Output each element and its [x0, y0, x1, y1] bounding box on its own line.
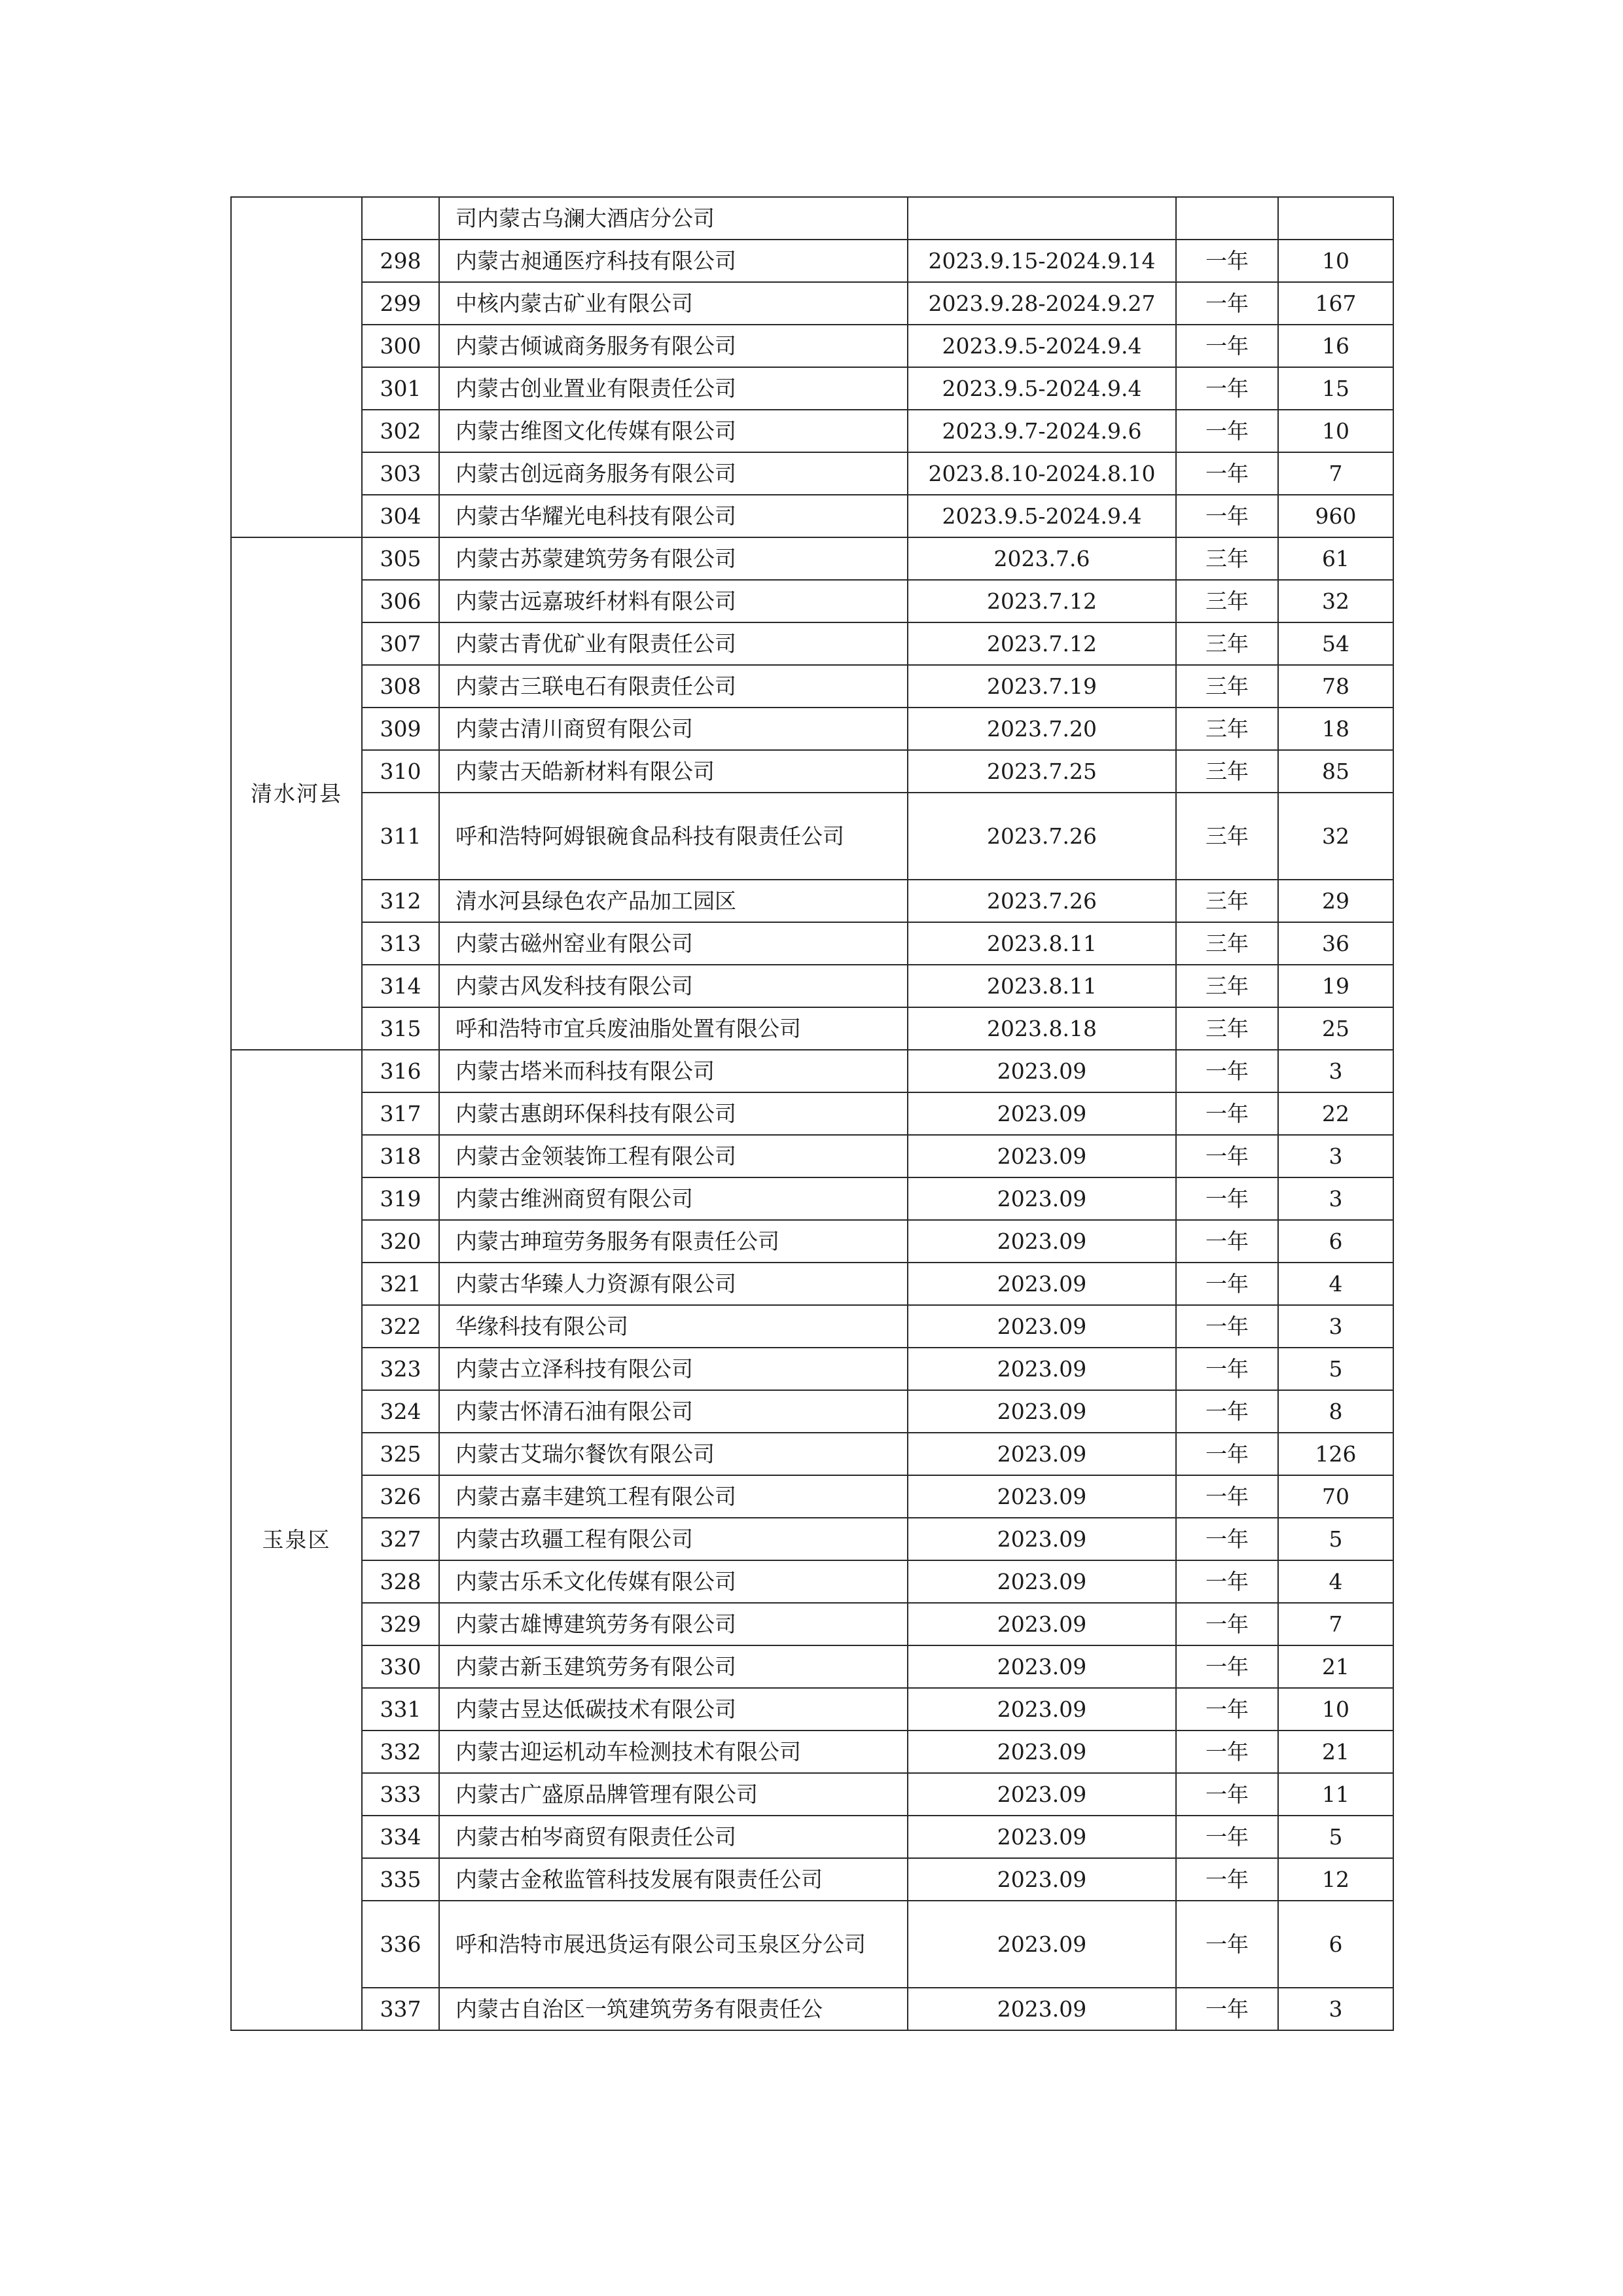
period-cell: 2023.9.7-2024.9.6: [908, 410, 1176, 452]
table-row: [231, 495, 1393, 537]
row-number-cell: 302: [362, 410, 439, 452]
company-name-cell: 内蒙古迎运机动车检测技术有限公司: [439, 1731, 908, 1773]
table-row: [231, 665, 1393, 708]
period-cell: 2023.09: [908, 1177, 1176, 1220]
company-name-cell: 内蒙古玖疆工程有限公司: [439, 1518, 908, 1560]
row-number-cell: 300: [362, 325, 439, 367]
term-cell: 一年: [1176, 1050, 1278, 1092]
row-number-cell: 330: [362, 1645, 439, 1688]
term-cell: 一年: [1176, 240, 1278, 282]
period-cell: 2023.9.15-2024.9.14: [908, 240, 1176, 282]
company-name-cell: 内蒙古嘉丰建筑工程有限公司: [439, 1475, 908, 1518]
period-cell: 2023.7.26: [908, 880, 1176, 922]
period-cell: 2023.7.12: [908, 580, 1176, 622]
table-row: [231, 1390, 1393, 1433]
term-cell: 一年: [1176, 282, 1278, 325]
count-cell: 21: [1278, 1731, 1393, 1773]
period-cell: 2023.7.6: [908, 537, 1176, 580]
count-cell: 25: [1278, 1007, 1393, 1050]
table-row: [231, 367, 1393, 410]
row-number-cell: 331: [362, 1688, 439, 1731]
row-number-cell: 335: [362, 1858, 439, 1901]
count-cell: 85: [1278, 750, 1393, 793]
row-number-cell: 322: [362, 1305, 439, 1348]
row-number-cell: 317: [362, 1092, 439, 1135]
term-cell: 三年: [1176, 1007, 1278, 1050]
table-row: [231, 880, 1393, 922]
term-cell: 三年: [1176, 665, 1278, 708]
row-number-cell: 332: [362, 1731, 439, 1773]
term-cell: 三年: [1176, 965, 1278, 1007]
term-cell: 一年: [1176, 1858, 1278, 1901]
company-name-cell: 内蒙古惠朗环保科技有限公司: [439, 1092, 908, 1135]
company-name-cell: 内蒙古怀清石油有限公司: [439, 1390, 908, 1433]
company-name-cell: 内蒙古磁州窑业有限公司: [439, 922, 908, 965]
term-cell: 三年: [1176, 537, 1278, 580]
company-name-cell: 呼和浩特阿姆银碗食品科技有限责任公司: [439, 793, 908, 880]
row-number-cell: 305: [362, 537, 439, 580]
term-cell: 三年: [1176, 580, 1278, 622]
period-cell: 2023.9.5-2024.9.4: [908, 367, 1176, 410]
count-cell: 4: [1278, 1560, 1393, 1603]
company-name-cell: 内蒙古立泽科技有限公司: [439, 1348, 908, 1390]
period-cell: 2023.09: [908, 1050, 1176, 1092]
count-cell: 70: [1278, 1475, 1393, 1518]
company-name-cell: 内蒙古创远商务服务有限公司: [439, 452, 908, 495]
company-name-cell: 内蒙古珅瑄劳务服务有限责任公司: [439, 1220, 908, 1263]
table-row: [231, 537, 1393, 580]
term-cell: 一年: [1176, 1220, 1278, 1263]
count-cell: 11: [1278, 1773, 1393, 1816]
count-cell: 167: [1278, 282, 1393, 325]
table-row: [231, 282, 1393, 325]
table-row: [231, 410, 1393, 452]
table-row: [231, 1773, 1393, 1816]
count-cell: 4: [1278, 1263, 1393, 1305]
table-row: [231, 1858, 1393, 1901]
count-cell: 7: [1278, 452, 1393, 495]
table-body: [231, 197, 1393, 2030]
region-cell: 玉泉区: [231, 1050, 362, 2030]
period-cell: 2023.8.18: [908, 1007, 1176, 1050]
company-name-cell: 清水河县绿色农产品加工园区: [439, 880, 908, 922]
table-row: [231, 922, 1393, 965]
term-cell: 一年: [1176, 1348, 1278, 1390]
count-cell: 19: [1278, 965, 1393, 1007]
period-cell: 2023.09: [908, 1816, 1176, 1858]
table-row: [231, 708, 1393, 750]
table-row: [231, 1348, 1393, 1390]
table-row: [231, 1475, 1393, 1518]
count-cell: 16: [1278, 325, 1393, 367]
period-cell: 2023.09: [908, 1901, 1176, 1988]
row-number-cell: 303: [362, 452, 439, 495]
period-cell: 2023.09: [908, 1858, 1176, 1901]
count-cell: 29: [1278, 880, 1393, 922]
row-number-cell: 315: [362, 1007, 439, 1050]
row-number-cell: 336: [362, 1901, 439, 1988]
table-row: [231, 793, 1393, 880]
term-cell: 一年: [1176, 1177, 1278, 1220]
table-row: [231, 1263, 1393, 1305]
row-number-cell: 321: [362, 1263, 439, 1305]
row-number-cell: 307: [362, 622, 439, 665]
count-cell: 5: [1278, 1518, 1393, 1560]
term-cell: 三年: [1176, 708, 1278, 750]
table-row: [231, 1560, 1393, 1603]
period-cell: 2023.9.28-2024.9.27: [908, 282, 1176, 325]
table-row: [231, 965, 1393, 1007]
row-number-cell: 309: [362, 708, 439, 750]
count-cell: 12: [1278, 1858, 1393, 1901]
period-cell: 2023.09: [908, 1305, 1176, 1348]
table-row: [231, 240, 1393, 282]
term-cell: 一年: [1176, 1475, 1278, 1518]
term-cell: 一年: [1176, 1603, 1278, 1645]
count-cell: 18: [1278, 708, 1393, 750]
company-name-cell: 内蒙古华臻人力资源有限公司: [439, 1263, 908, 1305]
company-name-cell: 内蒙古广盛原品牌管理有限公司: [439, 1773, 908, 1816]
count-cell: 960: [1278, 495, 1393, 537]
company-name-cell: 内蒙古维图文化传媒有限公司: [439, 410, 908, 452]
row-number-cell: 313: [362, 922, 439, 965]
period-cell: 2023.09: [908, 1603, 1176, 1645]
term-cell: 一年: [1176, 1688, 1278, 1731]
region-cell: 清水河县: [231, 537, 362, 1050]
company-name-cell: 内蒙古乐禾文化传媒有限公司: [439, 1560, 908, 1603]
row-number-cell: 306: [362, 580, 439, 622]
period-cell: 2023.09: [908, 1560, 1176, 1603]
count-cell: 5: [1278, 1348, 1393, 1390]
period-cell: 2023.09: [908, 1731, 1176, 1773]
company-name-cell: 内蒙古新玉建筑劳务有限公司: [439, 1645, 908, 1688]
company-name-cell: 内蒙古远嘉玻纤材料有限公司: [439, 580, 908, 622]
company-name-cell: 司内蒙古乌澜大酒店分公司: [439, 197, 908, 240]
term-cell: 一年: [1176, 1816, 1278, 1858]
count-cell: 6: [1278, 1220, 1393, 1263]
period-cell: 2023.9.5-2024.9.4: [908, 325, 1176, 367]
table-row: [231, 1816, 1393, 1858]
company-name-cell: 内蒙古三联电石有限责任公司: [439, 665, 908, 708]
period-cell: 2023.09: [908, 1773, 1176, 1816]
count-cell: 10: [1278, 410, 1393, 452]
period-cell: 2023.09: [908, 1988, 1176, 2030]
company-name-cell: 内蒙古天皓新材料有限公司: [439, 750, 908, 793]
period-cell: 2023.7.12: [908, 622, 1176, 665]
term-cell: 一年: [1176, 325, 1278, 367]
company-name-cell: 内蒙古维洲商贸有限公司: [439, 1177, 908, 1220]
table-row: [231, 1688, 1393, 1731]
company-name-cell: 内蒙古风发科技有限公司: [439, 965, 908, 1007]
row-number-cell: 333: [362, 1773, 439, 1816]
period-cell: [908, 197, 1176, 240]
count-cell: 10: [1278, 1688, 1393, 1731]
term-cell: 一年: [1176, 1773, 1278, 1816]
table-row: [231, 1050, 1393, 1092]
term-cell: 一年: [1176, 1305, 1278, 1348]
count-cell: 10: [1278, 240, 1393, 282]
period-cell: 2023.8.11: [908, 965, 1176, 1007]
term-cell: 一年: [1176, 1433, 1278, 1475]
table-row: [231, 197, 1393, 240]
row-number-cell: [362, 197, 439, 240]
row-number-cell: 327: [362, 1518, 439, 1560]
company-name-cell: 内蒙古苏蒙建筑劳务有限公司: [439, 537, 908, 580]
row-number-cell: 329: [362, 1603, 439, 1645]
company-name-cell: 呼和浩特市宜兵废油脂处置有限公司: [439, 1007, 908, 1050]
row-number-cell: 311: [362, 793, 439, 880]
period-cell: 2023.09: [908, 1433, 1176, 1475]
count-cell: 21: [1278, 1645, 1393, 1688]
row-number-cell: 324: [362, 1390, 439, 1433]
company-name-cell: 内蒙古柏岑商贸有限责任公司: [439, 1816, 908, 1858]
company-name-cell: 内蒙古雄博建筑劳务有限公司: [439, 1603, 908, 1645]
count-cell: 3: [1278, 1305, 1393, 1348]
row-number-cell: 312: [362, 880, 439, 922]
term-cell: 一年: [1176, 1731, 1278, 1773]
company-name-cell: 内蒙古金秾监管科技发展有限责任公司: [439, 1858, 908, 1901]
period-cell: 2023.7.26: [908, 793, 1176, 880]
count-cell: 22: [1278, 1092, 1393, 1135]
count-cell: 32: [1278, 580, 1393, 622]
company-name-cell: 内蒙古昶通医疗科技有限公司: [439, 240, 908, 282]
row-number-cell: 299: [362, 282, 439, 325]
row-number-cell: 326: [362, 1475, 439, 1518]
table-row: [231, 1603, 1393, 1645]
table-row: [231, 1901, 1393, 1988]
count-cell: 61: [1278, 537, 1393, 580]
company-name-cell: 中核内蒙古矿业有限公司: [439, 282, 908, 325]
table-row: [231, 1645, 1393, 1688]
company-name-cell: 内蒙古金领装饰工程有限公司: [439, 1135, 908, 1177]
term-cell: 三年: [1176, 793, 1278, 880]
term-cell: 一年: [1176, 1988, 1278, 2030]
term-cell: 一年: [1176, 1390, 1278, 1433]
count-cell: 6: [1278, 1901, 1393, 1988]
period-cell: 2023.09: [908, 1518, 1176, 1560]
table-row: [231, 1731, 1393, 1773]
table-row: [231, 1135, 1393, 1177]
table-row: [231, 1433, 1393, 1475]
row-number-cell: 316: [362, 1050, 439, 1092]
company-name-cell: 内蒙古华耀光电科技有限公司: [439, 495, 908, 537]
term-cell: 三年: [1176, 750, 1278, 793]
table-row: [231, 750, 1393, 793]
term-cell: 一年: [1176, 1901, 1278, 1988]
row-number-cell: 301: [362, 367, 439, 410]
table-row: [231, 580, 1393, 622]
row-number-cell: 319: [362, 1177, 439, 1220]
period-cell: 2023.09: [908, 1348, 1176, 1390]
count-cell: 126: [1278, 1433, 1393, 1475]
row-number-cell: 334: [362, 1816, 439, 1858]
row-number-cell: 323: [362, 1348, 439, 1390]
table-row: [231, 1007, 1393, 1050]
row-number-cell: 318: [362, 1135, 439, 1177]
company-name-cell: 内蒙古倾诚商务服务有限公司: [439, 325, 908, 367]
company-name-cell: 内蒙古创业置业有限责任公司: [439, 367, 908, 410]
term-cell: 三年: [1176, 922, 1278, 965]
table-row: [231, 452, 1393, 495]
company-name-cell: 内蒙古自治区一筑建筑劳务有限责任公: [439, 1988, 908, 2030]
table-row: [231, 1988, 1393, 2030]
term-cell: 三年: [1176, 622, 1278, 665]
row-number-cell: 320: [362, 1220, 439, 1263]
term-cell: 一年: [1176, 410, 1278, 452]
count-cell: 3: [1278, 1177, 1393, 1220]
row-number-cell: 304: [362, 495, 439, 537]
period-cell: 2023.09: [908, 1135, 1176, 1177]
count-cell: 7: [1278, 1603, 1393, 1645]
term-cell: 一年: [1176, 1135, 1278, 1177]
term-cell: 一年: [1176, 1645, 1278, 1688]
table-row: [231, 325, 1393, 367]
period-cell: 2023.09: [908, 1092, 1176, 1135]
count-cell: 36: [1278, 922, 1393, 965]
row-number-cell: 298: [362, 240, 439, 282]
company-name-cell: 内蒙古青优矿业有限责任公司: [439, 622, 908, 665]
count-cell: 78: [1278, 665, 1393, 708]
term-cell: 一年: [1176, 367, 1278, 410]
term-cell: 一年: [1176, 1560, 1278, 1603]
period-cell: 2023.09: [908, 1263, 1176, 1305]
period-cell: 2023.8.10-2024.8.10: [908, 452, 1176, 495]
term-cell: 一年: [1176, 1263, 1278, 1305]
period-cell: 2023.09: [908, 1220, 1176, 1263]
count-cell: 5: [1278, 1816, 1393, 1858]
count-cell: 8: [1278, 1390, 1393, 1433]
table-row: [231, 1092, 1393, 1135]
count-cell: 3: [1278, 1135, 1393, 1177]
period-cell: 2023.7.25: [908, 750, 1176, 793]
count-cell: 15: [1278, 367, 1393, 410]
row-number-cell: 325: [362, 1433, 439, 1475]
count-cell: 32: [1278, 793, 1393, 880]
row-number-cell: 308: [362, 665, 439, 708]
term-cell: 三年: [1176, 880, 1278, 922]
row-number-cell: 314: [362, 965, 439, 1007]
company-name-cell: 内蒙古昱达低碳技术有限公司: [439, 1688, 908, 1731]
period-cell: 2023.09: [908, 1475, 1176, 1518]
row-number-cell: 328: [362, 1560, 439, 1603]
term-cell: 一年: [1176, 1092, 1278, 1135]
region-cell: [231, 197, 362, 537]
company-name-cell: 内蒙古艾瑞尔餐饮有限公司: [439, 1433, 908, 1475]
period-cell: 2023.9.5-2024.9.4: [908, 495, 1176, 537]
period-cell: 2023.7.19: [908, 665, 1176, 708]
row-number-cell: 337: [362, 1988, 439, 2030]
period-cell: 2023.7.20: [908, 708, 1176, 750]
term-cell: [1176, 197, 1278, 240]
table-row: [231, 1305, 1393, 1348]
table-row: [231, 622, 1393, 665]
term-cell: 一年: [1176, 452, 1278, 495]
count-cell: 3: [1278, 1988, 1393, 2030]
term-cell: 一年: [1176, 1518, 1278, 1560]
period-cell: 2023.09: [908, 1390, 1176, 1433]
count-cell: [1278, 197, 1393, 240]
company-name-cell: 内蒙古塔米而科技有限公司: [439, 1050, 908, 1092]
company-name-cell: 呼和浩特市展迅货运有限公司玉泉区分公司: [439, 1901, 908, 1988]
count-cell: 3: [1278, 1050, 1393, 1092]
term-cell: 一年: [1176, 495, 1278, 537]
period-cell: 2023.09: [908, 1645, 1176, 1688]
period-cell: 2023.8.11: [908, 922, 1176, 965]
table-row: [231, 1220, 1393, 1263]
table-row: [231, 1518, 1393, 1560]
company-name-cell: 华缘科技有限公司: [439, 1305, 908, 1348]
period-cell: 2023.09: [908, 1688, 1176, 1731]
count-cell: 54: [1278, 622, 1393, 665]
company-table: [230, 196, 1394, 2031]
row-number-cell: 310: [362, 750, 439, 793]
table-row: [231, 1177, 1393, 1220]
company-name-cell: 内蒙古清川商贸有限公司: [439, 708, 908, 750]
